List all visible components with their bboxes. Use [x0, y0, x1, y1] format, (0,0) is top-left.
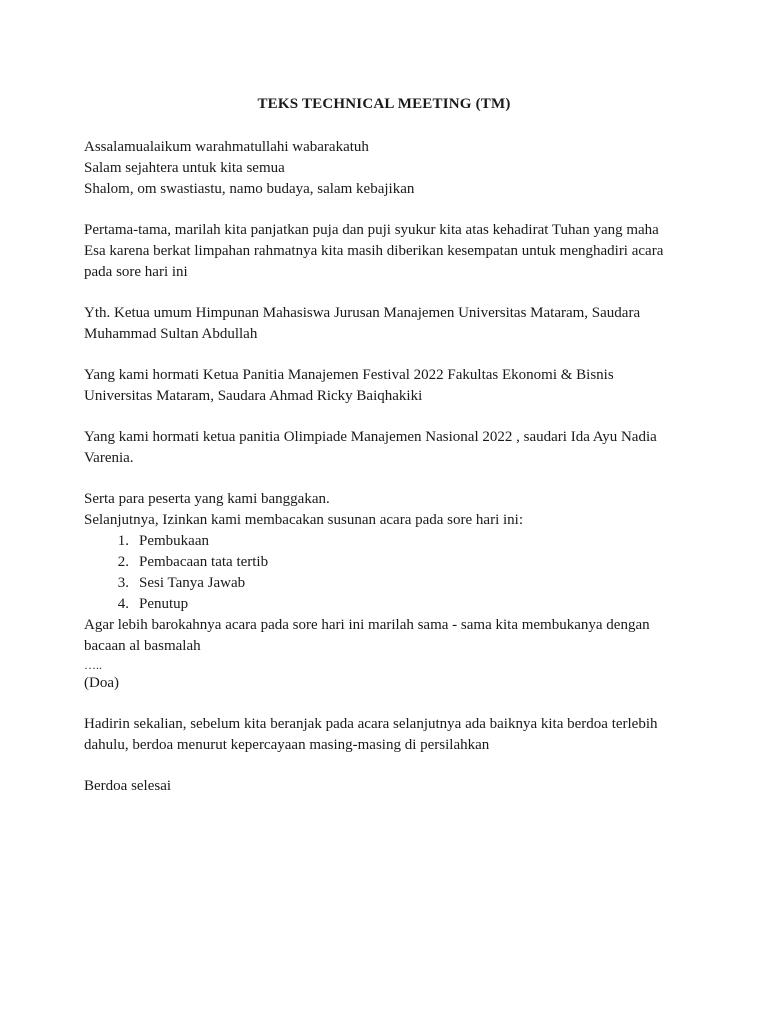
- list-number: 1.: [117, 533, 129, 549]
- list-text: Pembukaan: [139, 533, 209, 549]
- list-number: 4.: [117, 596, 129, 612]
- list-text: Sesi Tanya Jawab: [139, 575, 246, 591]
- doa-label: (Doa): [84, 675, 119, 691]
- ellipsis: …..: [84, 658, 102, 672]
- agenda-list: [84, 531, 684, 615]
- hadirin-paragraph-line: Hadirin sekalian, sebelum kita beranjak pada acara selanjutnya ada baiknya kita berdoa terlebih: [84, 716, 658, 732]
- yth-paragraph-line: Yth. Ketua umum Himpunan Mahasiswa Jurusan Manajemen Universitas Mataram, Saudara: [84, 305, 641, 321]
- peserta-line: Serta para peserta yang kami banggakan.: [84, 491, 330, 507]
- list-item: [84, 531, 684, 552]
- greeting-line: Assalamualaikum warahmatullahi wabarakatuh: [84, 139, 369, 155]
- closing-line: Berdoa selesai: [84, 778, 172, 794]
- basmalah-line: bacaan al basmalah: [84, 638, 201, 654]
- opening-paragraph-line: Esa karena berkat limpahan rahmatnya kita masih diberikan kesempatan untuk menghadiri acara: [84, 243, 664, 259]
- greeting-line: Salam sejahtera untuk kita semua: [84, 160, 285, 176]
- greeting-line: Shalom, om swastiastu, namo budaya, salam kebajikan: [84, 181, 415, 197]
- list-item: [84, 573, 684, 594]
- agenda-intro: Selanjutnya, Izinkan kami membacakan susunan acara pada sore hari ini:: [84, 512, 523, 528]
- list-number: 2.: [117, 554, 129, 570]
- yth-paragraph-line: Muhammad Sultan Abdullah: [84, 326, 258, 342]
- hormat-paragraph-line: Varenia.: [84, 450, 134, 466]
- document-body: [84, 137, 684, 797]
- list-number: 3.: [117, 575, 129, 591]
- opening-paragraph-line: pada sore hari ini: [84, 264, 188, 280]
- list-item: [84, 594, 684, 615]
- list-text: Penutup: [139, 596, 189, 612]
- document-title: TEKS TECHNICAL MEETING (TM): [257, 96, 511, 112]
- list-item: [84, 552, 684, 573]
- hormat-paragraph-line: Yang kami hormati ketua panitia Olimpiade Manajemen Nasional 2022 , saudari Ida Ayu Nadia: [84, 429, 657, 445]
- opening-paragraph-line: Pertama-tama, marilah kita panjatkan puja dan puji syukur kita atas kehadirat Tuhan yang maha: [84, 222, 659, 238]
- hadirin-paragraph-line: dahulu, berdoa menurut kepercayaan masing-masing di persilahkan: [84, 737, 490, 753]
- hormat-paragraph-line: Universitas Mataram, Saudara Ahmad Ricky Baiqhakiki: [84, 388, 423, 404]
- basmalah-line: Agar lebih barokahnya acara pada sore hari ini marilah sama - sama kita membukanya dengan: [84, 617, 650, 633]
- list-text: Pembacaan tata tertib: [139, 554, 269, 570]
- hormat-paragraph-line: Yang kami hormati Ketua Panitia Manajemen Festival 2022 Fakultas Ekonomi & Bisnis: [84, 367, 614, 383]
